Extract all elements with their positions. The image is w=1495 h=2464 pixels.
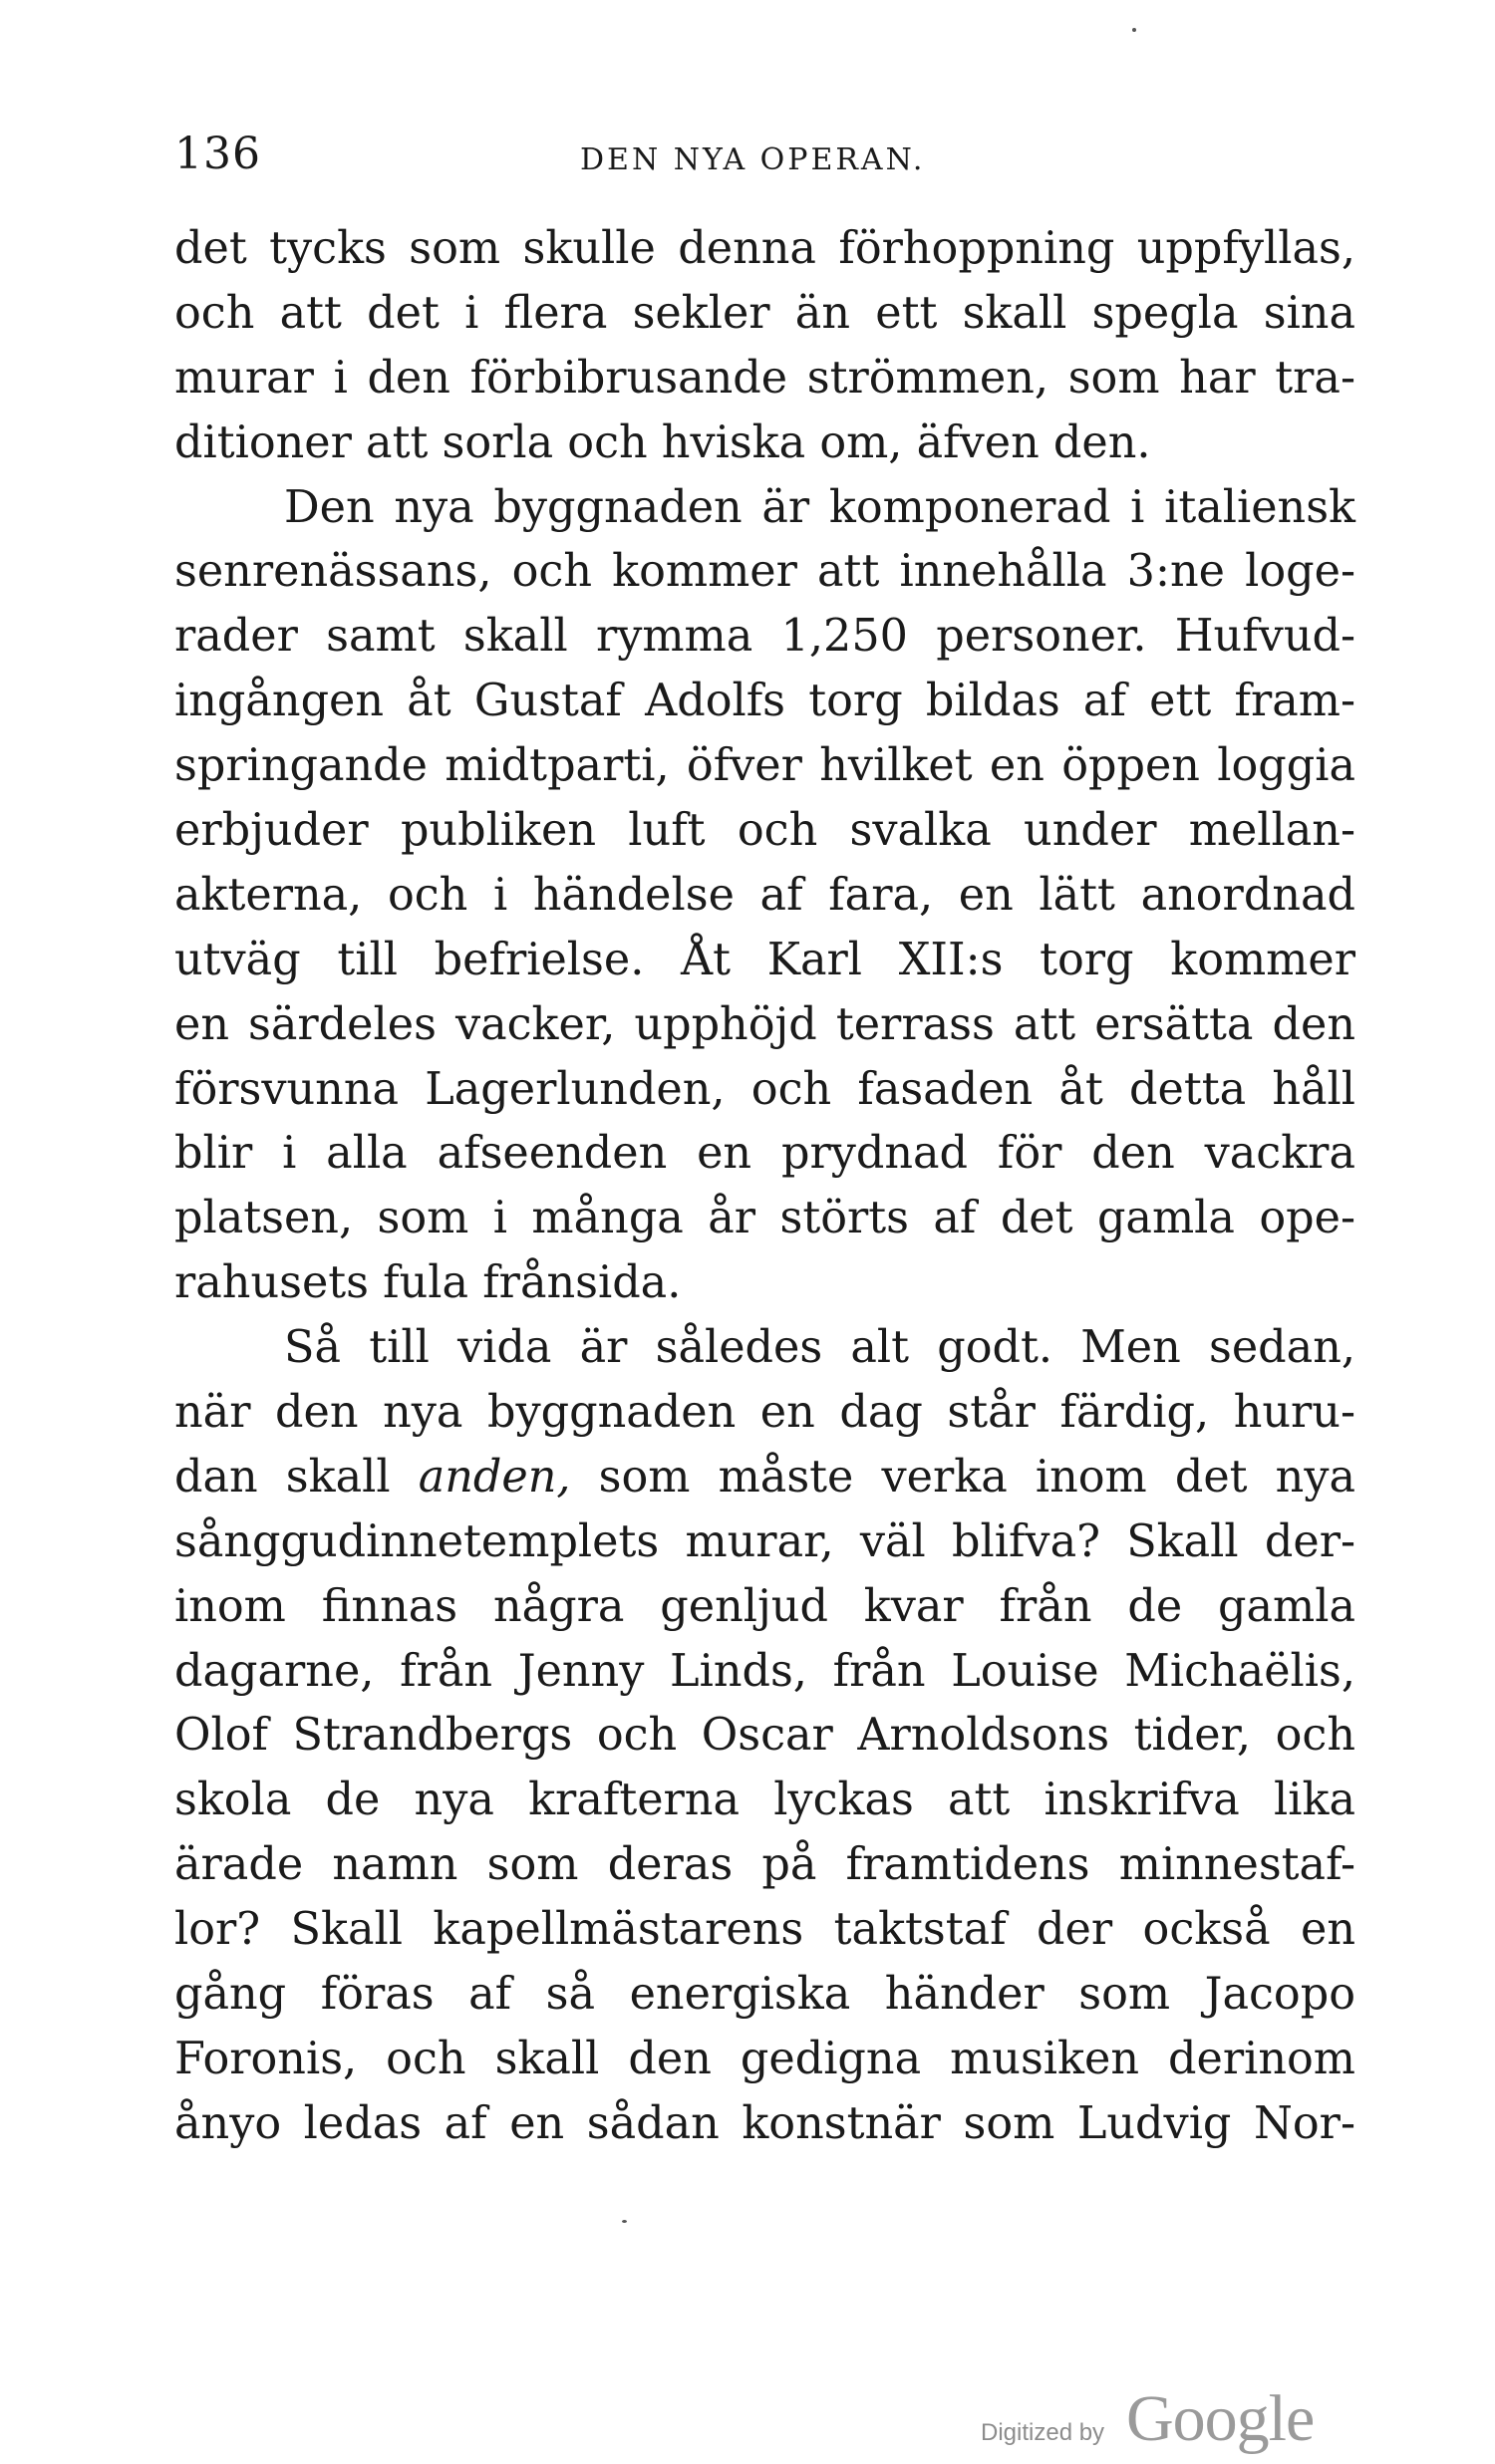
text-line: Så till vida är således alt godt. Men sedan, <box>284 1322 1355 1374</box>
text-line: Olof Strandbergs och Oscar Arnoldsons tider, och <box>174 1710 1355 1762</box>
text-line: försvunna Lagerlunden, och fasaden åt detta håll <box>174 1063 1355 1115</box>
text-line: gång föras af så energiska händer som Jacopo <box>174 1969 1355 2021</box>
text-line: erbjuder publiken luft och svalka under mellan- <box>174 805 1355 857</box>
text-line: Foronis, och skall den gedigna musiken derinom <box>174 2033 1355 2084</box>
running-title: DEN NYA OPERAN. <box>580 142 926 177</box>
text-line: rahusets fula frånsida. <box>174 1257 682 1309</box>
page-header <box>174 120 1355 189</box>
text-line: lor? Skall kapellmästarens taktstaf der också en <box>174 1904 1355 1956</box>
text-fragment: dan skall <box>174 1451 391 1503</box>
text-line: det tycks som skulle denna förhoppning uppfyllas, <box>174 223 1355 274</box>
text-line: blir i alla afseenden en prydnad för den vackra <box>174 1128 1355 1180</box>
text-line: senrenässans, och kommer att innehålla 3:ne loge- <box>174 546 1355 598</box>
text-line: skola de nya krafterna lyckas att inskrifva lika <box>174 1775 1355 1826</box>
text-line: springande midtparti, öfver hvilket en öppen loggia <box>174 740 1355 792</box>
text-line: ånyo ledas af en sådan konstnär som Ludvig Nor- <box>174 2097 1355 2149</box>
scan-speck <box>1132 28 1136 32</box>
google-logo: Google <box>1126 2382 1315 2455</box>
text-line-mixed <box>174 1446 1355 1510</box>
scan-speck <box>622 2220 627 2223</box>
italic-word: anden, <box>418 1451 571 1503</box>
text-line: när den nya byggnaden en dag står färdig, huru- <box>174 1387 1355 1439</box>
digitized-label: Digitized by <box>981 2419 1105 2446</box>
text-fragment: som måste verka inom det nya <box>598 1451 1355 1503</box>
text-line: murar i den förbibrusande strömmen, som har tra- <box>174 352 1355 404</box>
text-line: ditioner att sorla och hviska om, äfven den. <box>174 416 1151 468</box>
text-line: Den nya byggnaden är komponerad i italiensk <box>284 481 1355 533</box>
text-line: rader samt skall rymma 1,250 personer. Hufvud- <box>174 611 1355 663</box>
digitized-watermark <box>981 2381 1359 2455</box>
text-line: akterna, och i händelse af fara, en lätt anordnad <box>174 869 1355 921</box>
text-line: dagarne, från Jenny Linds, från Louise Michaëlis, <box>174 1645 1355 1697</box>
text-line: ärade namn som deras på framtidens minnestaf- <box>174 1839 1355 1891</box>
text-line: ingången åt Gustaf Adolfs torg bildas af ett fram- <box>174 676 1355 727</box>
text-line: sånggudinnetemplets murar, väl blifva? Skall der- <box>174 1515 1355 1567</box>
text-line: utväg till befrielse. Åt Karl XII:s torg kommer <box>174 934 1355 985</box>
body-text <box>174 217 1355 2157</box>
text-line: och att det i flera sekler än ett skall spegla sina <box>174 287 1355 339</box>
text-line: platsen, som i många år störts af det gamla ope- <box>174 1193 1355 1244</box>
text-line: inom finnas några genljud kvar från de gamla <box>174 1580 1355 1632</box>
text-line: en särdeles vacker, upphöjd terrass att ersätta den <box>174 998 1355 1050</box>
page-number: 136 <box>174 129 261 179</box>
